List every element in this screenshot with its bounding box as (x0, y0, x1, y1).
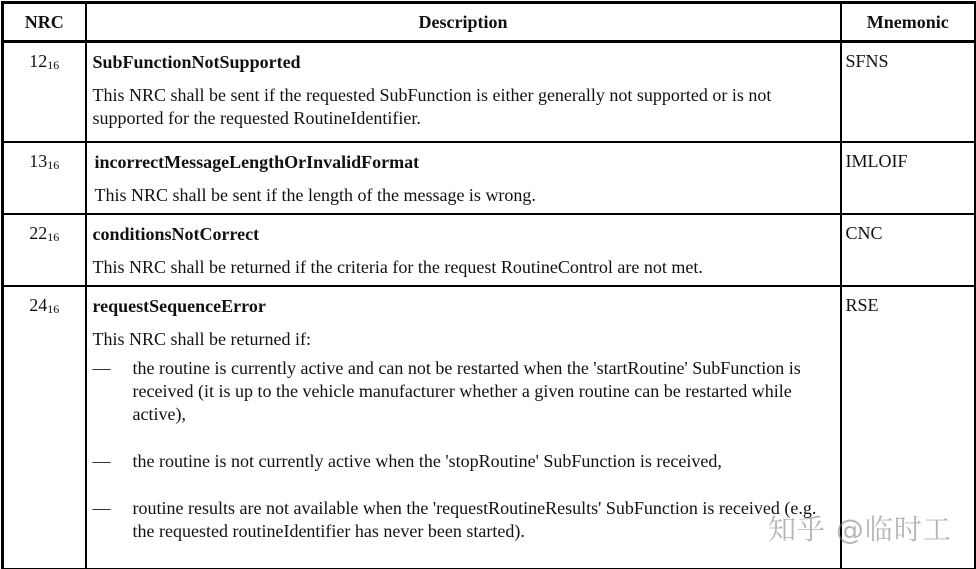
bullet-item (93, 357, 834, 426)
nrc-code (3, 42, 86, 142)
base: 16 (47, 58, 60, 72)
base: 16 (47, 301, 60, 316)
mnemonic: RSE (841, 286, 976, 569)
base: 16 (47, 229, 60, 244)
mnemonic: CNC (841, 214, 976, 286)
bullet-text: routine results are not available when the 'requestRoutineResults' SubFunction is received (e.g. the requested routineIdentifier has never been started). (132, 497, 817, 541)
dash-icon: — (92, 450, 111, 471)
nrc-name: incorrectMessageLengthOrInvalidFormat (94, 151, 420, 172)
nrc-text: This NRC shall be sent if the requested SubFunction is either generally not supported or is not supported for the requested RoutineIdentifier. (92, 85, 772, 128)
nrc-code (3, 142, 86, 214)
watermark: 知乎 @临时工 (768, 513, 952, 546)
table-row (3, 142, 976, 214)
description-cell (86, 142, 841, 214)
table-row (3, 214, 976, 286)
code: 22 (29, 222, 48, 243)
bullet-item (93, 497, 834, 543)
header-description: Description (86, 3, 841, 42)
nrc-text: This NRC shall be returned if: (92, 328, 311, 349)
base: 16 (47, 157, 60, 172)
code: 13 (29, 150, 48, 171)
nrc-text: This NRC shall be returned if the criteria for the request RoutineControl are not met. (92, 256, 703, 277)
description-cell (86, 42, 841, 142)
mnemonic: IMLOIF (841, 142, 976, 214)
nrc-name: requestSequenceError (92, 295, 266, 316)
code: 24 (29, 294, 48, 315)
nrc-code (3, 286, 86, 569)
bullet-text: the routine is currently active and can not be restarted when the 'startRoutine' SubFunction is received (it is up to the vehicle manufacturer whether a given routine can be restarted while active), (132, 357, 801, 424)
bullet-item (93, 450, 834, 473)
nrc-table (1, 1, 976, 569)
code: 12 (29, 51, 48, 71)
description-cell (86, 286, 841, 569)
bullet-text: the routine is not currently active when the 'stopRoutine' SubFunction is received, (132, 450, 722, 471)
description-cell (86, 214, 841, 286)
mnemonic: SFNS (841, 42, 976, 142)
header-nrc: NRC (3, 3, 86, 42)
dash-icon: — (92, 357, 111, 378)
nrc-name: conditionsNotCorrect (92, 223, 260, 244)
nrc-code (3, 214, 86, 286)
nrc-name: SubFunctionNotSupported (92, 52, 301, 72)
dash-icon: — (92, 497, 111, 518)
table-row (3, 42, 976, 142)
header-mnemonic: Mnemonic (841, 3, 976, 42)
table-header (3, 3, 976, 42)
nrc-text: This NRC shall be sent if the length of the message is wrong. (94, 184, 536, 205)
